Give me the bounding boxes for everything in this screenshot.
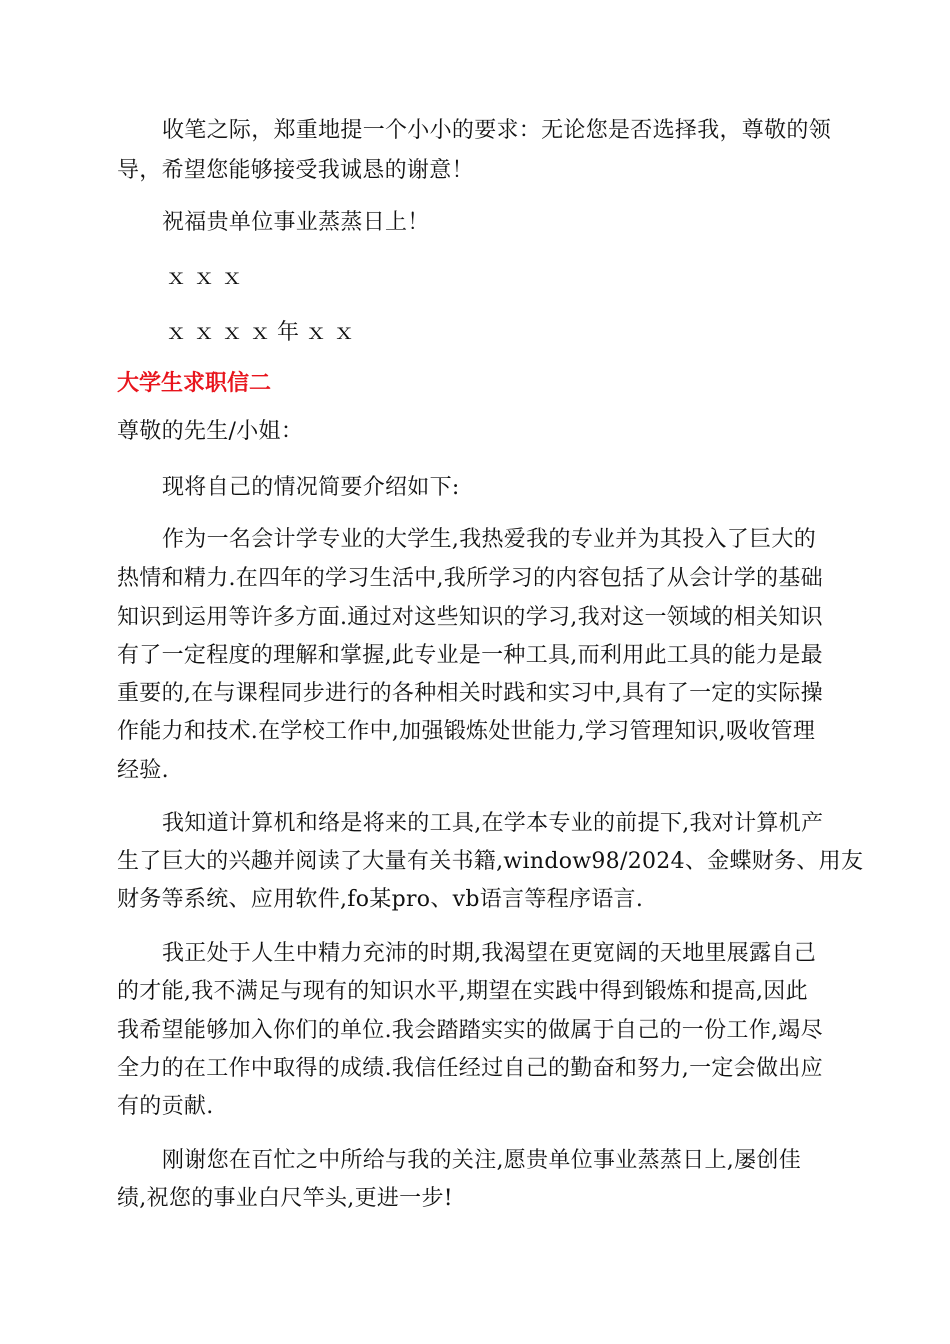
paragraph-1-line: 知识到运用等许多方面.通过对这些知识的学习,我对这一领域的相关知识 bbox=[117, 605, 823, 630]
intro-line: 现将自己的情况简要介绍如下: bbox=[162, 475, 460, 500]
closing-text-line-1: 收笔之际，郑重地提一个小小的要求：无论您是否选择我，尊敬的领 bbox=[162, 118, 832, 143]
paragraph-3-line: 的才能,我不满足与现有的知识水平,期望在实践中得到锻炼和提高,因此 bbox=[117, 979, 808, 1004]
paragraph-1-line: 作能力和技术.在学校工作中,加强锻炼处世能力,学习管理知识,吸收管理 bbox=[117, 719, 816, 744]
signature-name: ｘｘｘ bbox=[165, 265, 250, 290]
paragraph-1-line: 有了一定程度的理解和掌握,此专业是一种工具,而利用此工具的能力是最 bbox=[117, 643, 823, 668]
blessing-line: 祝福贵单位事业蒸蒸日上！ bbox=[162, 210, 430, 235]
signature-date: ｘｘｘｘ年ｘｘ bbox=[165, 320, 362, 345]
section-title: 大学生求职信二 bbox=[117, 371, 272, 396]
paragraph-2-line: 生了巨大的兴趣并阅读了大量有关书籍,window98/2024、金蝶财务、用友 bbox=[117, 849, 864, 874]
salutation: 尊敬的先生/小姐： bbox=[117, 419, 304, 444]
paragraph-2-line: 财务等系统、应用软件,fo某pro、vb语言等程序语言. bbox=[117, 887, 644, 912]
paragraph-4-line: 刚谢您在百忙之中所给与我的关注,愿贵单位事业蒸蒸日上,屡创佳 bbox=[162, 1148, 801, 1173]
paragraph-3-line: 我希望能够加入你们的单位.我会踏踏实实的做属于自己的一份工作,竭尽 bbox=[117, 1018, 823, 1043]
closing-text-line-2: 导，希望您能够接受我诚恳的谢意！ bbox=[117, 158, 474, 183]
paragraph-1-line: 经验. bbox=[117, 758, 169, 783]
paragraph-4-line: 绩,祝您的事业白尺竿头,更进一步! bbox=[117, 1186, 453, 1211]
paragraph-1-line: 作为一名会计学专业的大学生,我热爱我的专业并为其投入了巨大的 bbox=[162, 527, 816, 552]
paragraph-1-line: 热情和精力.在四年的学习生活中,我所学习的内容包括了从会计学的基础 bbox=[117, 566, 823, 591]
paragraph-3-line: 我正处于人生中精力充沛的时期,我渴望在更宽阔的天地里展露自己 bbox=[162, 941, 816, 966]
paragraph-3-line: 全力的在工作中取得的成绩.我信任经过自己的勤奋和努力,一定会做出应 bbox=[117, 1056, 823, 1081]
paragraph-2-line: 我知道计算机和络是将来的工具,在学本专业的前提下,我对计算机产 bbox=[162, 811, 824, 836]
paragraph-1-line: 重要的,在与课程同步进行的各种相关时践和实习中,具有了一定的实际操 bbox=[117, 681, 823, 706]
paragraph-3-line: 有的贡献. bbox=[117, 1094, 214, 1119]
